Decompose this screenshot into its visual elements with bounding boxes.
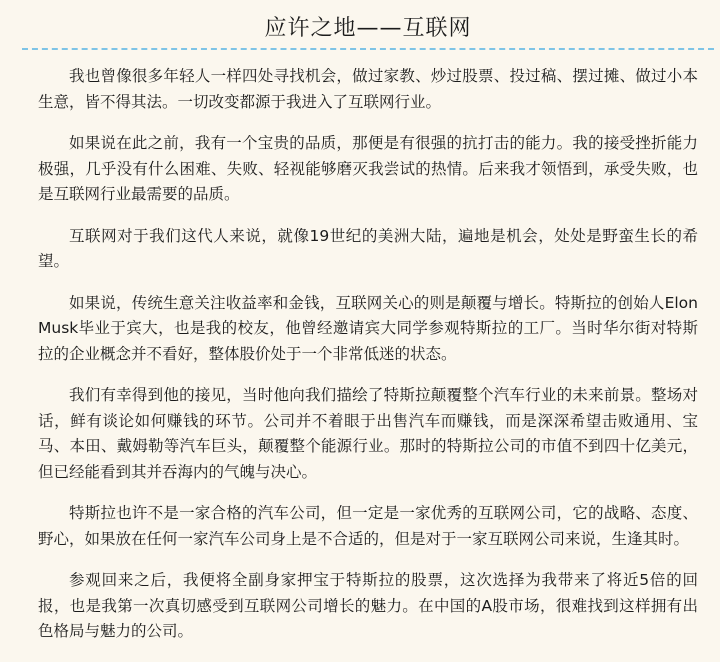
article-paragraph: 特斯拉也许不是一家合格的汽车公司，但一定是一家优秀的互联网公司，它的战略、态度、野心，如果放在任何一家汽车公司身上是不合适的，但是对于一家互联网公司来说，生逢其时。 (38, 504, 698, 548)
article-paragraph: 如果说在此之前，我有一个宝贵的品质，那便是有很强的抗打击的能力。我的接受挫折能力极强，几乎没有什么困难、失败、轻视能够磨灭我尝试的热情。后来我才领悟到，承受失败，也是互联网行业最需要的品质。 (38, 134, 698, 203)
article-paragraph: 互联网对于我们这代人来说，就像19世纪的美洲大陆，遍地是机会，处处是野蛮生长的希望。 (38, 226, 698, 270)
article-title: 应许之地——互联网 (264, 16, 472, 41)
article-paragraph: 参观回来之后，我便将全副身家押宝于特斯拉的股票，这次选择为我带来了将近5倍的回报，也是我第一次真切感受到互联网公司增长的魅力。在中国的A股市场，很难找到这样拥有出色格局与魅力的公司。 (38, 571, 698, 640)
article-paragraph: 我们有幸得到他的接见，当时他向我们描绘了特斯拉颠覆整个汽车行业的未来前景。整场对话，鲜有谈论如何赚钱的环节。公司并不着眼于出售汽车而赚钱，而是深深希望击败通用、宝马、本田、戴姆勒等汽车巨头，颠覆整个能源行业。那时的特斯拉公司的市值不到四十亿美元，但已经能看到其并吞海内的气魄与决心。 (38, 386, 698, 481)
article-body (38, 50, 698, 645)
article-paragraph: 我也曾像很多年轻人一样四处寻找机会，做过家教、炒过股票、投过稿、摆过摊、做过小本生意，皆不得其法。一切改变都源于我进入了互联网行业。 (38, 67, 698, 111)
article-paragraph: 如果说，传统生意关注收益率和金钱，互联网关心的则是颠覆与增长。特斯拉的创始人Elon Musk毕业于宾大，也是我的校友，他曾经邀请宾大同学参观特斯拉的工厂。当时华尔街对特斯拉的企业概念并不看好，整体股价处于一个非常低迷的状态。 (38, 293, 698, 363)
